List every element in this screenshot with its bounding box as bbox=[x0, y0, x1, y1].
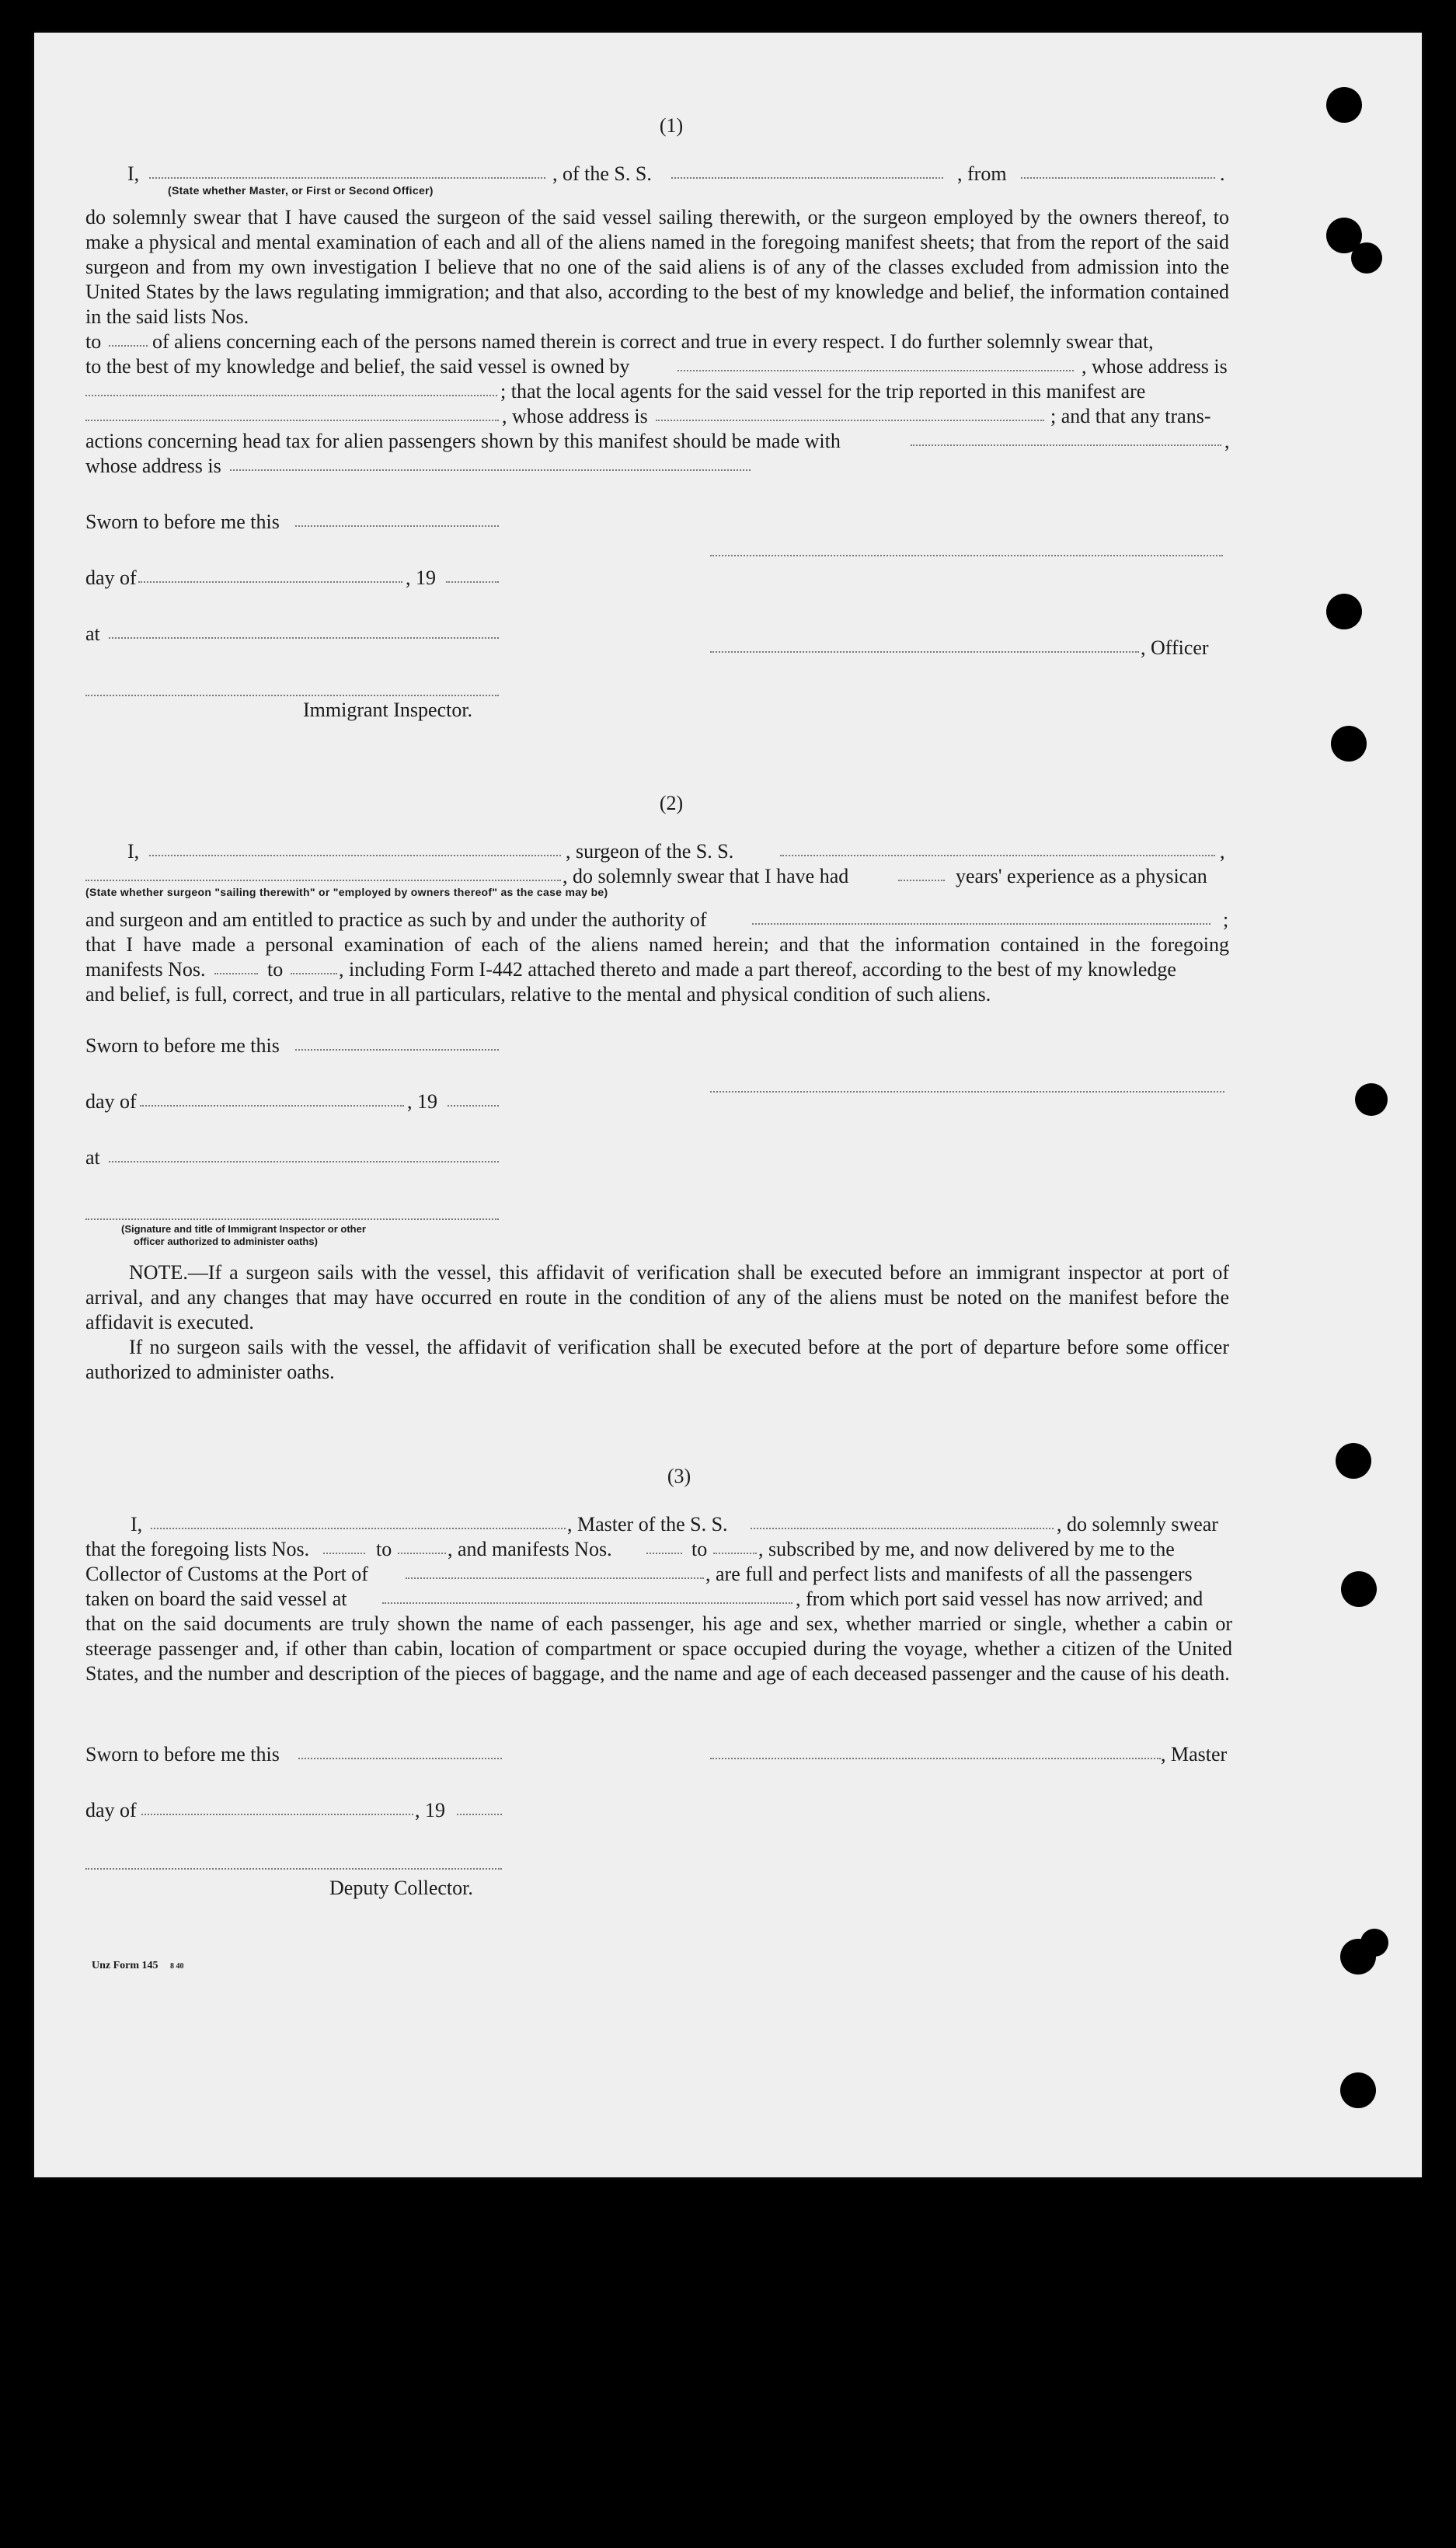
punch-hole bbox=[1336, 1443, 1371, 1479]
s3-blank-boarded-at[interactable] bbox=[382, 1602, 792, 1604]
s2-blank-signature[interactable] bbox=[710, 1091, 1224, 1093]
s3-l2c: , and manifests Nos. bbox=[448, 1538, 612, 1560]
s3-blank-day[interactable] bbox=[141, 1814, 413, 1815]
s3-i: I, bbox=[131, 1513, 143, 1535]
s3-rest bbox=[85, 1612, 1232, 1686]
s2-blank-surgeon[interactable] bbox=[149, 855, 561, 856]
s1-of-ss: , of the S. S. bbox=[552, 162, 652, 185]
s2-surgeon-of: , surgeon of the S. S. bbox=[566, 840, 734, 863]
s3-nineteen: , 19 bbox=[415, 1799, 445, 1821]
s3-solemnly: , do solemnly swear bbox=[1057, 1513, 1218, 1535]
s1-l9b: , whose address is bbox=[1082, 355, 1228, 378]
s2-comma: , bbox=[1220, 840, 1225, 863]
s1-blank-owner[interactable] bbox=[677, 370, 1074, 371]
s1-l13: whose address is bbox=[85, 455, 221, 477]
punch-hole bbox=[1351, 242, 1382, 274]
s1-blank-agents-address[interactable] bbox=[656, 420, 1044, 421]
s3-l4b: , from which port said vessel has now arrived; and bbox=[796, 1588, 1203, 1610]
s3-blank-manifests-from[interactable] bbox=[646, 1553, 682, 1554]
s2-blank-years[interactable] bbox=[898, 880, 945, 881]
s1-period: . bbox=[1220, 162, 1225, 185]
s1-day-of: day of bbox=[85, 566, 137, 589]
section-3-number: (3) bbox=[667, 1465, 691, 1487]
s1-l11a: , whose address is bbox=[502, 405, 648, 427]
s3-day-of: day of bbox=[85, 1799, 137, 1821]
s2-l4-text: that I have made a personal examination of each of the aliens named herein; and that the information contained in the foregoing bbox=[85, 933, 1229, 956]
s3-blank-lists-from[interactable] bbox=[323, 1553, 365, 1554]
s3-deputy: Deputy Collector. bbox=[329, 1877, 473, 1899]
s3-l2a: that the foregoing lists Nos. bbox=[85, 1538, 310, 1560]
s1-blank-agents[interactable] bbox=[85, 420, 499, 421]
s2-blank-day[interactable] bbox=[140, 1105, 404, 1107]
punch-hole bbox=[1331, 726, 1367, 762]
s2-l5b: to bbox=[267, 958, 284, 981]
s1-state-note: (State whether Master, or First or Second Officer) bbox=[168, 184, 434, 197]
s1-blank-sworn[interactable] bbox=[295, 525, 499, 527]
punch-hole bbox=[1360, 1929, 1388, 1957]
s1-paragraph-text: do solemnly swear that I have caused the surgeon of the said vessel sailing therewith, or the surgeon employed by the owners thereof, to make a physical and mental examination of each and all of the aliens named in the foregoing manifest sheets; that from the report of the said surgeon and from my own investigation I believe that no one of the said aliens is of any of the classes excluded from admission into the United States by the laws regulating immigration; and that also, according to the best of my knowledge and belief, the information contained in the said lists Nos. bbox=[85, 206, 1229, 328]
s3-blank-signature[interactable] bbox=[710, 1758, 1161, 1759]
s2-i: I, bbox=[127, 840, 140, 863]
s1-l8b: of aliens concerning each of the persons named therein is correct and true in every respect. I do further solemnly swear that, bbox=[152, 330, 1154, 353]
s2-sworn: Sworn to before me this bbox=[85, 1034, 280, 1057]
s2-l3: and surgeon and am entitled to practice as such by and under the authority of bbox=[85, 908, 707, 931]
s3-rest-text: that on the said documents are truly shown the name of each passenger, his age and sex, whether married or single, whether a cabin or steerage passenger and, if other than cabin, location of compartment or space occupied during the voyage, whether a citizen of the United States, and the number and description of the pieces of baggage, and the name and age of each deceased passenger and the cause of his death. bbox=[85, 1612, 1232, 1685]
form-number bbox=[92, 1960, 184, 1972]
s3-l2e: , subscribed by me, and now delivered by me to the bbox=[758, 1538, 1175, 1560]
s1-sworn: Sworn to before me this bbox=[85, 511, 280, 533]
s2-blank-manifests-from[interactable] bbox=[214, 973, 258, 974]
s1-at: at bbox=[85, 622, 100, 645]
s2-blank-at[interactable] bbox=[109, 1161, 499, 1162]
s3-blank-manifests-to[interactable] bbox=[713, 1553, 757, 1554]
punch-hole bbox=[1341, 1571, 1377, 1607]
punch-hole bbox=[1326, 594, 1362, 629]
s3-l2b: to bbox=[376, 1538, 392, 1560]
section-1-number: (1) bbox=[659, 114, 684, 137]
s2-l2b: years' experience as a physican bbox=[956, 865, 1207, 887]
s1-blank-year[interactable] bbox=[446, 581, 499, 583]
s1-blank-owner-address[interactable] bbox=[85, 395, 497, 396]
s3-blank-master[interactable] bbox=[151, 1528, 566, 1529]
s1-blank-l8[interactable] bbox=[109, 345, 148, 347]
s2-note1-text: NOTE.—If a surgeon sails with the vessel, this affidavit of verification shall be executed before an immigrant inspector at port of arrival, and any changes that may have occurred en route in the condition of any of the aliens must be noted on the manifest before the affidavit is executed. bbox=[85, 1261, 1229, 1333]
s2-blank-authority[interactable] bbox=[752, 923, 1210, 925]
s2-note2 bbox=[85, 1335, 1229, 1385]
form-code: 8 40 bbox=[170, 1962, 184, 1971]
s3-blank-collector[interactable] bbox=[85, 1868, 502, 1870]
s2-blank-manifests-to[interactable] bbox=[291, 973, 337, 974]
s1-nineteen: , 19 bbox=[406, 566, 436, 589]
s3-l3a: Collector of Customs at the Port of bbox=[85, 1563, 368, 1585]
punch-hole bbox=[1326, 87, 1362, 123]
s1-blank-officer[interactable] bbox=[710, 651, 1139, 653]
s1-l8a: to bbox=[85, 330, 102, 353]
section-2-number: (2) bbox=[659, 792, 684, 814]
s2-l5a: manifests Nos. bbox=[85, 958, 206, 981]
s3-l3b: , are full and perfect lists and manifests of all the passengers bbox=[705, 1563, 1193, 1585]
s1-blank-at[interactable] bbox=[109, 637, 499, 639]
s1-blank-headtax[interactable] bbox=[911, 444, 1221, 446]
s2-blank-sworn[interactable] bbox=[295, 1049, 499, 1051]
s1-blank-title[interactable] bbox=[149, 177, 545, 179]
s1-blank-day[interactable] bbox=[138, 581, 402, 583]
s3-l2d: to bbox=[691, 1538, 708, 1560]
s2-note1 bbox=[85, 1260, 1229, 1335]
s3-blank-year[interactable] bbox=[457, 1814, 502, 1815]
s3-sworn: Sworn to before me this bbox=[85, 1743, 280, 1765]
s2-l6: and belief, is full, correct, and true in all particulars, relative to the mental and physical condition of such aliens. bbox=[85, 983, 991, 1006]
s3-blank-sworn[interactable] bbox=[298, 1758, 502, 1759]
s2-at: at bbox=[85, 1146, 100, 1169]
s1-l12: actions concerning head tax for alien passengers shown by this manifest should be made with bbox=[85, 430, 841, 452]
manifest-page bbox=[34, 33, 1422, 2177]
s2-l5c: , including Form I-442 attached thereto and made a part thereof, according to the best of my knowledge bbox=[339, 958, 1176, 981]
s2-blank-ship[interactable] bbox=[780, 855, 1215, 856]
s3-master-of: , Master of the S. S. bbox=[567, 1513, 728, 1535]
s2-day-of: day of bbox=[85, 1090, 137, 1113]
s2-blank-inspector[interactable] bbox=[85, 1218, 499, 1220]
s3-blank-port[interactable] bbox=[406, 1577, 704, 1579]
punch-hole bbox=[1340, 2072, 1376, 2108]
s3-blank-lists-to[interactable] bbox=[398, 1553, 446, 1554]
s1-blank-from[interactable] bbox=[1021, 177, 1215, 179]
s1-officer: , Officer bbox=[1141, 636, 1209, 659]
s2-sig-note2: officer authorized to administer oaths) bbox=[134, 1236, 318, 1247]
s1-blank-headtax-address[interactable] bbox=[230, 469, 751, 471]
s2-state-note: (State whether surgeon "sailing therewith" or "employed by owners thereof" as the case may be) bbox=[85, 886, 608, 898]
s2-blank-sailing[interactable] bbox=[85, 880, 561, 881]
s1-l11b: ; and that any trans- bbox=[1050, 405, 1211, 427]
s1-l12-end: , bbox=[1224, 430, 1230, 452]
s2-blank-year[interactable] bbox=[448, 1105, 499, 1107]
s3-blank-ship[interactable] bbox=[751, 1528, 1054, 1529]
s2-note2-text: If no surgeon sails with the vessel, the affidavit of verification shall be executed before at the port of departure before some officer authorized to administer oaths. bbox=[85, 1336, 1229, 1383]
s2-l4 bbox=[85, 932, 1229, 957]
s1-inspector: Immigrant Inspector. bbox=[303, 699, 473, 721]
s2-nineteen: , 19 bbox=[407, 1090, 437, 1113]
s1-blank-signature[interactable] bbox=[710, 555, 1223, 556]
s1-l10: ; that the local agents for the said vessel for the trip reported in this manifest are bbox=[500, 380, 1146, 403]
s2-l2a: , do solemnly swear that I have had bbox=[563, 865, 849, 887]
s1-blank-ship[interactable] bbox=[671, 177, 943, 179]
s1-from: , from bbox=[957, 162, 1007, 185]
s3-l4a: taken on board the said vessel at bbox=[85, 1588, 347, 1610]
s2-semicolon: ; bbox=[1223, 908, 1229, 931]
punch-hole bbox=[1355, 1083, 1388, 1116]
form-number-label: Unz Form 145 bbox=[92, 1960, 158, 1971]
s2-sig-note1: (Signature and title of Immigrant Inspector or other bbox=[121, 1223, 366, 1235]
s1-blank-inspector[interactable] bbox=[85, 695, 499, 696]
s1-paragraph bbox=[85, 205, 1229, 329]
s1-i: I, bbox=[127, 162, 140, 185]
s3-master: , Master bbox=[1161, 1743, 1228, 1765]
s1-l9a: to the best of my knowledge and belief, the said vessel is owned by bbox=[85, 355, 630, 378]
